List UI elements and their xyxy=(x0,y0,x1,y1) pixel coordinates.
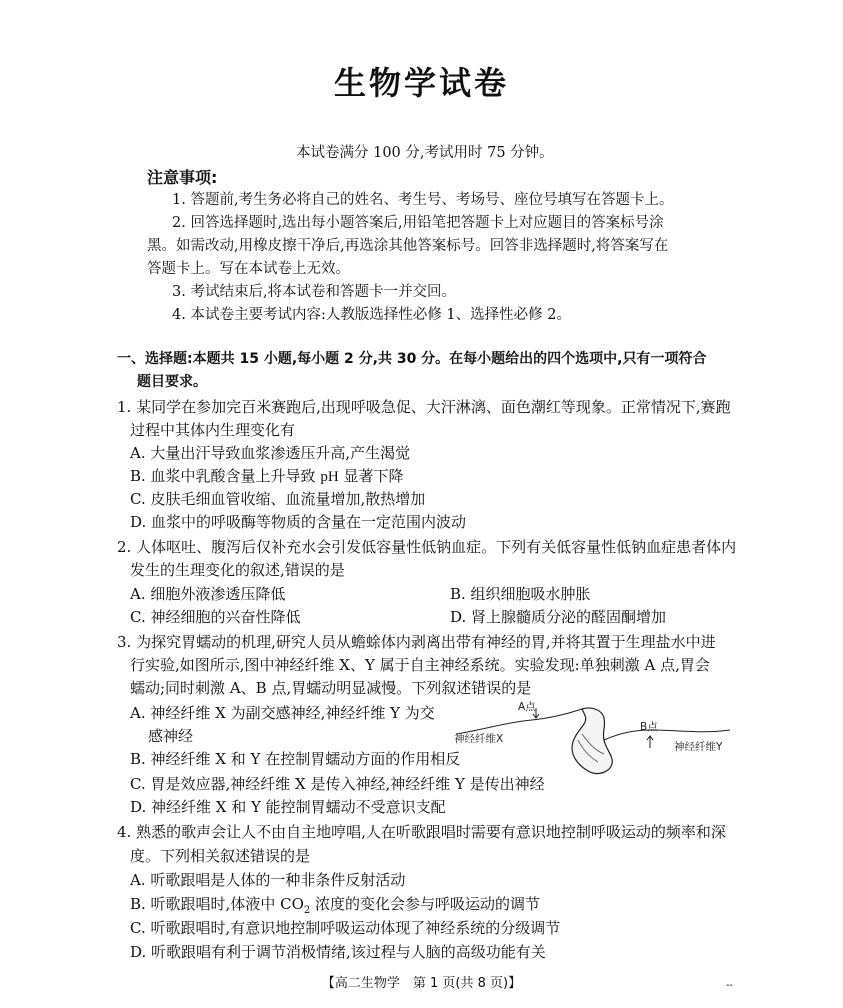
q3-option-a-cont: 感神经 xyxy=(148,727,194,745)
q1-option-d: D. 血浆中的呼吸酶等物质的含量在一定范围内波动 xyxy=(130,513,467,531)
q4-option-b: B. 听歌跟唱时,体液中 $CO_2$ 浓度的变化会参与呼吸运动的调节 xyxy=(130,895,541,916)
q4-option-a: A. 听歌跟唱是人体的一种非条件反射活动 xyxy=(130,871,406,889)
q3-option-d: D. 神经纤维 X 和 Y 能控制胃蠕动不受意识支配 xyxy=(130,798,446,816)
label-a-point: A点 xyxy=(518,701,536,713)
q3-option-b: B. 神经纤维 X 和 Y 在控制胃蠕动方面的作用相反 xyxy=(130,750,461,768)
q1-option-a: A. 大量出汗导致血浆渗透压升高,产生渴觉 xyxy=(130,444,411,462)
nerve-fiber-y-line xyxy=(604,730,730,740)
ph-text: pH xyxy=(320,469,339,485)
q3-option-a: A. 神经纤维 X 为副交感神经,神经纤维 Y 为交 xyxy=(130,704,435,722)
q1-stem: 1. 某同学在参加完百米赛跑后,出现呼吸急促、大汗淋漓、面色潮红等现象。正常情况下,赛跑 xyxy=(117,398,731,416)
q1-option-c: C. 皮肤毛细血管收缩、血流量增加,散热增加 xyxy=(130,490,426,508)
stomach-nerve-figure xyxy=(452,700,734,778)
q2-stem-cont: 发生的生理变化的叙述,错误的是 xyxy=(130,561,345,579)
notice-line: 2. 回答选择题时,选出每小题答案后,用铅笔把答题卡上对应题目的答案标号涂 xyxy=(172,215,664,231)
arrow-b xyxy=(647,736,653,748)
co2-subscript: 2 xyxy=(303,905,311,916)
q3-stem: 3. 为探究胃蠕动的机理,研究人员从蟾蜍体内剥离出带有神经的胃,并将其置于生理盐水中进 xyxy=(117,633,716,651)
notice-line: 答题卡上。写在本试卷上无效。 xyxy=(147,261,350,277)
label-fiber-x: 神经纤维X xyxy=(454,733,504,745)
q4-stem-cont: 度。下列相关叙述错误的是 xyxy=(130,847,311,865)
page-footer: 【高二生物学 第 1 页(共 8 页)】 xyxy=(321,976,522,991)
section-heading-cont: 题目要求。 xyxy=(137,374,207,390)
page-title: 生物学试卷 xyxy=(333,64,509,102)
footer-mark: -- xyxy=(726,980,733,991)
q4-option-d: D. 听歌跟唱有利于调节消极情绪,该过程与人脑的高级功能有关 xyxy=(130,943,546,961)
q1-stem-cont: 过程中其体内生理变化有 xyxy=(130,421,296,439)
notice-heading: 注意事项: xyxy=(147,168,218,187)
notice-line: 4. 本试卷主要考试内容:人教版选择性必修 1、选择性必修 2。 xyxy=(172,307,571,323)
q2-option-c: C. 神经细胞的兴奋性降低 xyxy=(130,608,301,626)
q2-option-a: A. 细胞外液渗透压降低 xyxy=(130,585,286,603)
section-heading: 一、选择题:本题共 15 小题,每小题 2 分,共 30 分。在每小题给出的四个选项中,只有一项符合 xyxy=(117,351,707,367)
q1-option-b: B. 血浆中乳酸含量上升导致 pH 显著下降 xyxy=(130,467,404,485)
q3-stem-cont: 蠕动;同时刺激 A、B 点,胃蠕动明显减慢。下列叙述错误的是 xyxy=(130,679,532,697)
q2-stem: 2. 人体呕吐、腹泻后仅补充水会引发低容量性低钠血症。下列有关低容量性低钠血症患者体内 xyxy=(117,538,737,556)
label-b-point: B点 xyxy=(640,721,658,733)
q3-stem-cont: 行实验,如图所示,图中神经纤维 X、Y 属于自主神经系统。实验发现:单独刺激 A 点,胃会 xyxy=(130,656,710,674)
q3-option-c: C. 胃是效应器,神经纤维 X 是传入神经,神经纤维 Y 是传出神经 xyxy=(130,775,545,793)
notice-line: 黑。如需改动,用橡皮擦干净后,再选涂其他答案标号。回答非选择题时,将答案写在 xyxy=(147,238,669,254)
notice-line: 3. 考试结束后,将本试卷和答题卡一并交回。 xyxy=(172,284,457,300)
q2-option-b: B. 组织细胞吸水肿胀 xyxy=(450,585,591,603)
q4-stem: 4. 熟悉的歌声会让人不由自主地哼唱,人在听歌跟唱时需要有意识地控制呼吸运动的频率和深 xyxy=(117,823,726,841)
exam-info: 本试卷满分 100 分,考试用时 75 分钟。 xyxy=(296,145,554,161)
notice-line: 1. 答题前,考生务必将自己的姓名、考生号、考场号、座位号填写在答题卡上。 xyxy=(172,192,674,208)
q2-option-d: D. 肾上腺髓质分泌的醛固酮增加 xyxy=(450,608,667,626)
q4-option-c: C. 听歌跟唱时,有意识地控制呼吸运动体现了神经系统的分级调节 xyxy=(130,919,561,937)
label-fiber-y: 神经纤维Y xyxy=(674,741,723,753)
